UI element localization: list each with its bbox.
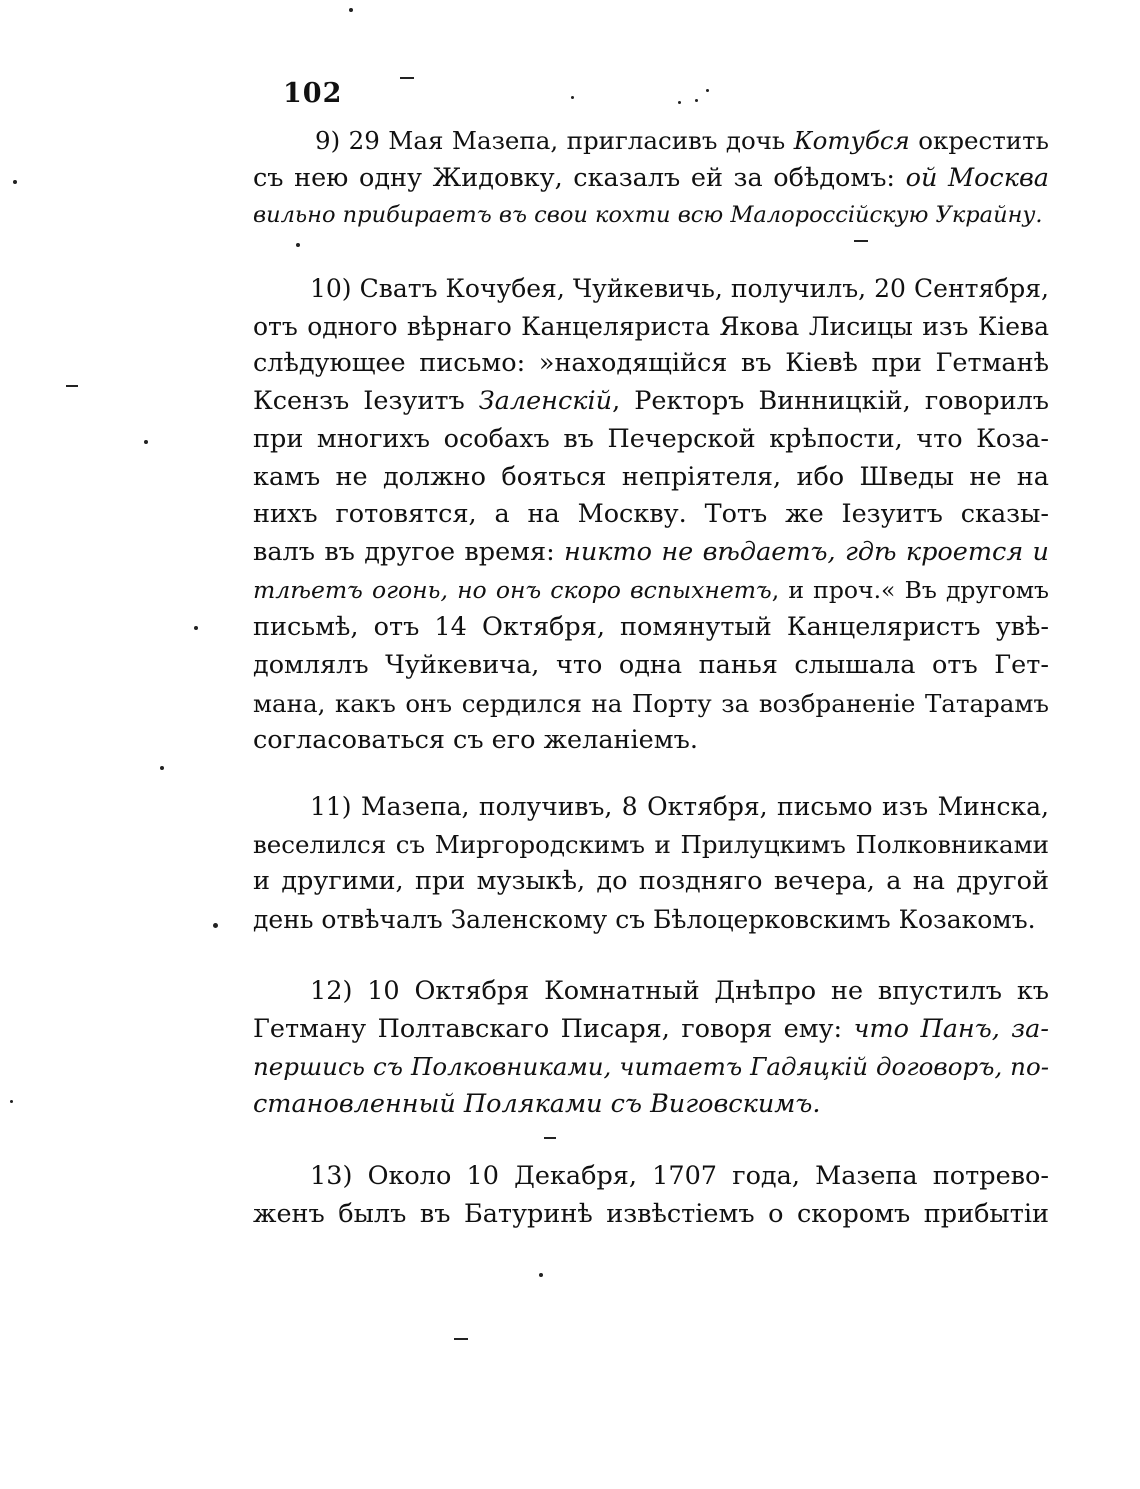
- scan-speck: [400, 77, 414, 79]
- italic-text: что Панъ, за-: [853, 1013, 1049, 1044]
- text-line: [253, 383, 1049, 421]
- text-run: и другими, при музыкѣ, до поздняго вечера, а на другой: [253, 866, 1049, 897]
- italic-text: ой Москва: [905, 162, 1049, 193]
- text-run: день отвѣчалъ Заленскому съ Бѣлоцерковскимъ Козакомъ.: [253, 905, 1036, 935]
- text-run: , и проч.« Въ другомъ: [771, 575, 1049, 604]
- text-line: [253, 421, 1049, 459]
- text-line: [253, 1196, 1049, 1234]
- text-run: 13) Около 10 Декабря, 1707 года, Мазепа потревo-: [310, 1161, 1049, 1191]
- text-line: [253, 863, 1049, 901]
- paragraph-12: [253, 973, 1049, 1124]
- text-run: письмѣ, отъ 14 Октября, помянутый Канцеляристъ увѣ-: [253, 612, 1049, 643]
- scan-speck: [706, 89, 709, 92]
- text-run: слѣдующее письмо: »находящійся въ Кіевѣ при Гетманѣ: [253, 348, 1049, 379]
- text-line: [253, 1158, 1049, 1196]
- text-run: при многихъ особахъ въ Печерской крѣпости, что Коза-: [253, 423, 1049, 454]
- text-line: [253, 901, 1049, 939]
- scan-speck: [160, 766, 164, 770]
- text-line: [253, 826, 1049, 864]
- scan-speck: [539, 1273, 543, 1277]
- text-line: [253, 308, 1049, 346]
- text-line: [253, 122, 1049, 160]
- italic-text: становленный Поляками съ Виговскимъ.: [253, 1089, 821, 1120]
- text-run: валъ въ другое время:: [253, 536, 565, 567]
- paragraph-13: [253, 1158, 1049, 1233]
- text-run: согласоваться съ его желаніемъ.: [253, 725, 698, 756]
- text-line: [253, 270, 1049, 308]
- text-run: , Ректоръ Винницкій, говорилъ: [612, 386, 1049, 417]
- text-line: [253, 722, 1049, 760]
- text-line: [253, 647, 1049, 685]
- italic-text: тлѣетъ огонь, но онъ скоро вспыхнетъ: [253, 575, 772, 604]
- scan-speck: [454, 1338, 468, 1340]
- page-number: 102: [283, 78, 343, 109]
- text-run: веселился съ Миргородскимъ и Прилуцкимъ Полковниками: [253, 829, 1049, 859]
- scan-speck: [10, 1100, 13, 1103]
- scan-speck: [695, 99, 698, 102]
- text-line: [253, 572, 1049, 610]
- scan-speck: [854, 240, 868, 242]
- text-line: [253, 496, 1049, 534]
- text-run: Гетману Полтавскаго Писаря, говоря ему:: [253, 1013, 854, 1044]
- text-line: [253, 973, 1049, 1011]
- paragraph-10: [253, 270, 1049, 760]
- text-line: [253, 160, 1049, 198]
- text-run: Ксензъ Іезуитъ: [253, 386, 479, 417]
- text-line: [253, 609, 1049, 647]
- italic-text: никто не вѣдаетъ, гдѣ кроется и: [564, 536, 1049, 567]
- scan-speck: [194, 626, 198, 630]
- text-line: [253, 1011, 1049, 1049]
- scan-speck: [213, 923, 218, 928]
- text-line: [253, 459, 1049, 497]
- text-run: 10) Сватъ Кочубея, Чуйкевичь, получилъ, 20 Сентября,: [310, 274, 1049, 303]
- text-line: [253, 1086, 1049, 1124]
- text-run: 12) 10 Октября Комнатный Днѣпро не впустилъ къ: [310, 976, 1049, 1006]
- scan-speck: [678, 101, 681, 104]
- text-line: [253, 534, 1049, 572]
- italic-text: першись съ Полковниками, читаетъ Гадяцкій договоръ, по-: [253, 1052, 1049, 1082]
- paragraph-9: [253, 122, 1049, 235]
- text-line: [253, 788, 1049, 826]
- text-run: домлялъ Чуйкевича, что одна панья слышала отъ Гет-: [253, 650, 1049, 681]
- scan-speck: [349, 8, 353, 12]
- italic-text: Котубся: [793, 126, 910, 155]
- text-run: 11) Мазепа, получивъ, 8 Октября, письмо изъ Минска,: [310, 792, 1049, 821]
- scan-speck: [13, 180, 17, 184]
- scan-speck: [571, 96, 574, 99]
- text-run: отъ одного вѣрнаго Канцеляриста Якова Лисицы изъ Кіева: [253, 311, 1049, 341]
- text-line: [253, 1048, 1049, 1086]
- text-run: 9) 29 Мая Мазепа, пригласивъ дочь: [315, 126, 794, 155]
- scan-speck: [544, 1137, 556, 1139]
- text-line: [253, 345, 1049, 383]
- paragraph-11: [253, 788, 1049, 939]
- text-run: съ нею одну Жидовку, сказалъ ей за обѣдомъ:: [253, 162, 906, 193]
- text-run: мана, какъ онъ сердился на Порту за возбраненіе Татарамъ: [253, 688, 1049, 718]
- text-run: окрестить: [909, 126, 1049, 155]
- text-run: нихъ готовятся, а на Москву. Тотъ же Іезуитъ сказы-: [253, 499, 1049, 530]
- italic-text: вильно прибираетъ въ свои кохти всю Малороссійскую Украйну.: [253, 202, 1043, 229]
- scan-speck: [296, 243, 300, 247]
- scan-speck: [144, 440, 148, 444]
- italic-text: Заленскій: [478, 386, 613, 417]
- scan-speck: [66, 385, 78, 387]
- text-run: камъ не должно бояться непріятеля, ибо Шведы не на: [253, 461, 1049, 492]
- text-line: [253, 197, 1049, 235]
- text-run: женъ былъ въ Батуринѣ извѣстіемъ о скоромъ прибытіи: [253, 1198, 1049, 1229]
- text-line: [253, 685, 1049, 723]
